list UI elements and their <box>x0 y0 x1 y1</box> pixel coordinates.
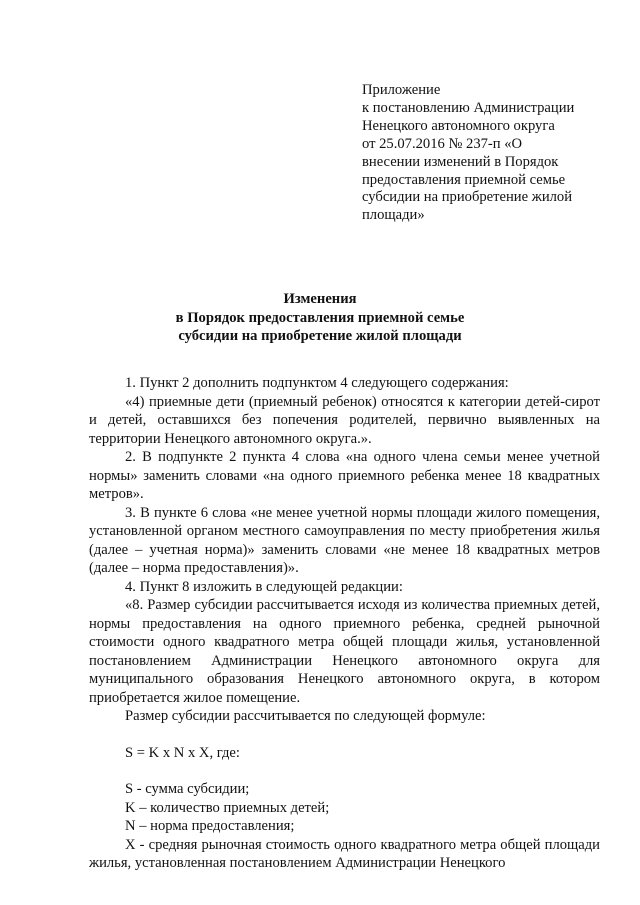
paragraph-5: 4. Пункт 8 изложить в следующей редакции: <box>125 578 403 595</box>
paragraph-6: «8. Размер субсидии рассчитывается исходя из количества приемных детей, нормы предоставления на одного приемного ребенка, средней рыночной стоимости одного квадратного метра общей площади жилья, установленной постановлением Администрации Ненецкого автономного округа для муниципального образования Ненецкого автономного округа, в котором приобретается жилое помещение. <box>89 597 600 706</box>
title-line-1: Изменения <box>283 291 357 307</box>
appendix-line: предоставления приемной семье <box>362 171 566 188</box>
appendix-line: внесении изменений в Порядок <box>362 153 559 170</box>
title-line-3: субсидии на приобретение жилой площади <box>178 328 462 344</box>
document-title <box>60 290 580 346</box>
paragraph-2: «4) приемные дети (приемный ребенок) относятся к категории детей-сирот и детей, оставшихся без попечения родителей, первично выявленных на территории Ненецкого автономного округа.». <box>89 393 600 447</box>
appendix-line: от 25.07.2016 № 237-п «О <box>362 135 523 152</box>
title-line-2: в Порядок предоставления приемной семье <box>175 309 465 326</box>
definition-k: K – количество приемных детей; <box>125 799 330 816</box>
definition-s: S - сумма субсидии; <box>125 781 250 797</box>
appendix-line: Ненецкого автономного округа <box>362 117 555 134</box>
appendix-line: к постановлению Администрации <box>362 99 575 116</box>
document-body <box>89 374 600 873</box>
appendix-line: субсидии на приобретение жилой <box>362 189 573 206</box>
appendix-line: площади» <box>362 207 425 224</box>
paragraph-3: 2. В подпункте 2 пункта 4 слова «на одного члена семьи менее учетной нормы» заменить словами «на одного приемного ребенка менее 18 квадратных метров». <box>89 449 600 502</box>
paragraph-4: 3. В пункте 6 слова «не менее учетной нормы площади жилого помещения, установленной органом местного самоуправления по месту приобретения жилья (далее – учетная норма)» заменить словами «не менее 18 квадратных метров (далее – норма предоставления)». <box>89 504 600 576</box>
appendix-header <box>362 82 612 225</box>
formula: S = K x N x X, где: <box>125 744 240 761</box>
paragraph-1: 1. Пункт 2 дополнить подпунктом 4 следующего содержания: <box>125 375 509 391</box>
definition-n: N – норма предоставления; <box>125 818 295 834</box>
appendix-line: Приложение <box>362 82 441 98</box>
definition-x: X - средняя рыночная стоимость одного квадратного метра общей площади жилья, установленная постановлением Администрации Ненецкого <box>89 836 600 871</box>
paragraph-7: Размер субсидии рассчитывается по следующей формуле: <box>125 708 486 724</box>
